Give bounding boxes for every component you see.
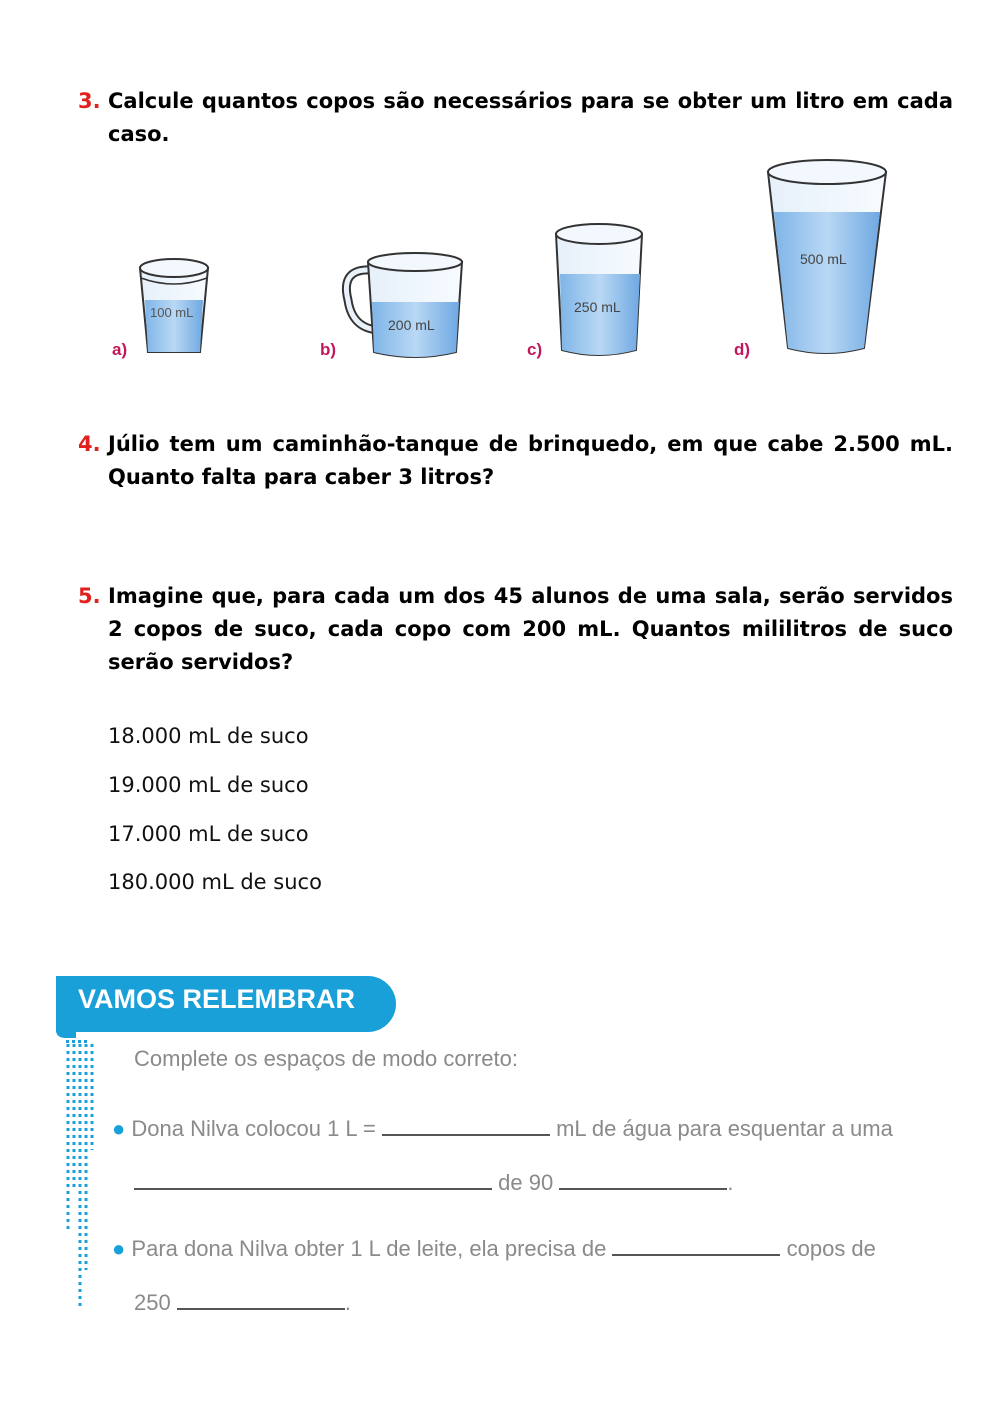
- review-item-2-line-2: [134, 1288, 351, 1316]
- question-5-number: 5.: [78, 584, 101, 608]
- question-3: [78, 85, 953, 151]
- review-instruction: Complete os espaços de modo correto:: [134, 1046, 518, 1071]
- question-5: [78, 580, 953, 679]
- cup-b-icon: [346, 253, 462, 357]
- cup-b-letter: b): [320, 340, 337, 359]
- review-item-2-text-b: copos de: [786, 1236, 876, 1261]
- blank-field[interactable]: [382, 1114, 550, 1136]
- review-item-2-text-c: 250: [134, 1290, 171, 1315]
- question-3-number: 3.: [78, 89, 101, 113]
- review-item-1-text-b: mL de água para esquentar a uma: [556, 1116, 893, 1141]
- cups-svg: [0, 150, 1000, 370]
- blank-field[interactable]: [134, 1168, 492, 1190]
- answer-option[interactable]: 18.000 mL de suco: [108, 724, 309, 748]
- cup-c-icon: [556, 224, 642, 355]
- question-4-number: 4.: [78, 432, 101, 456]
- cup-a-icon: [140, 259, 208, 352]
- bullet-icon: ●: [112, 1236, 126, 1261]
- review-item-1-text-c: de 90: [498, 1170, 554, 1195]
- blank-field[interactable]: [612, 1234, 780, 1256]
- answer-option[interactable]: 19.000 mL de suco: [108, 773, 309, 797]
- cup-c-letter: c): [527, 340, 543, 359]
- period: .: [727, 1170, 734, 1195]
- cup-b-volume-label: 200 mL: [388, 317, 435, 333]
- blank-field[interactable]: [177, 1288, 345, 1310]
- cup-a-volume-label: 100 mL: [150, 305, 194, 320]
- cup-d-letter: d): [734, 340, 751, 359]
- blank-field[interactable]: [559, 1168, 727, 1190]
- question-5-text: Imagine que, para cada um dos 45 alunos de uma sala, serão servidos 2 copos de suco, cada copo com 200 mL. Quantos mililitros de suco serão servidos?: [108, 584, 953, 674]
- review-header: [56, 976, 396, 1032]
- question-4-text: Júlio tem um caminhão-tanque de brinquedo, em que cabe 2.500 mL. Quanto falta para caber 3 litros?: [108, 432, 953, 489]
- review-item-1-line-2: [134, 1168, 733, 1196]
- cup-a-letter: a): [112, 340, 128, 359]
- question-3-text: Calcule quantos copos são necessários para se obter um litro em cada caso.: [108, 89, 953, 146]
- review-item-2-text-a: Para dona Nilva obter 1 L de leite, ela precisa de: [131, 1236, 607, 1261]
- review-item-1-text-a: Dona Nilva colocou 1 L =: [131, 1116, 376, 1141]
- answer-option[interactable]: 17.000 mL de suco: [108, 822, 309, 846]
- dotted-border-decoration: [56, 1030, 96, 1315]
- period: .: [344, 1290, 351, 1315]
- bullet-icon: ●: [112, 1116, 126, 1141]
- cup-d-volume-label: 500 mL: [800, 251, 847, 267]
- review-item-2-line-1: [112, 1234, 876, 1262]
- review-item-1-line-1: [112, 1114, 893, 1142]
- cup-d-icon: [768, 160, 886, 353]
- question-4: [78, 428, 953, 494]
- cups-illustration: [0, 150, 1000, 370]
- review-title: VAMOS RELEMBRAR: [78, 984, 356, 1014]
- cup-c-volume-label: 250 mL: [574, 299, 621, 315]
- answer-option[interactable]: 180.000 mL de suco: [108, 870, 322, 894]
